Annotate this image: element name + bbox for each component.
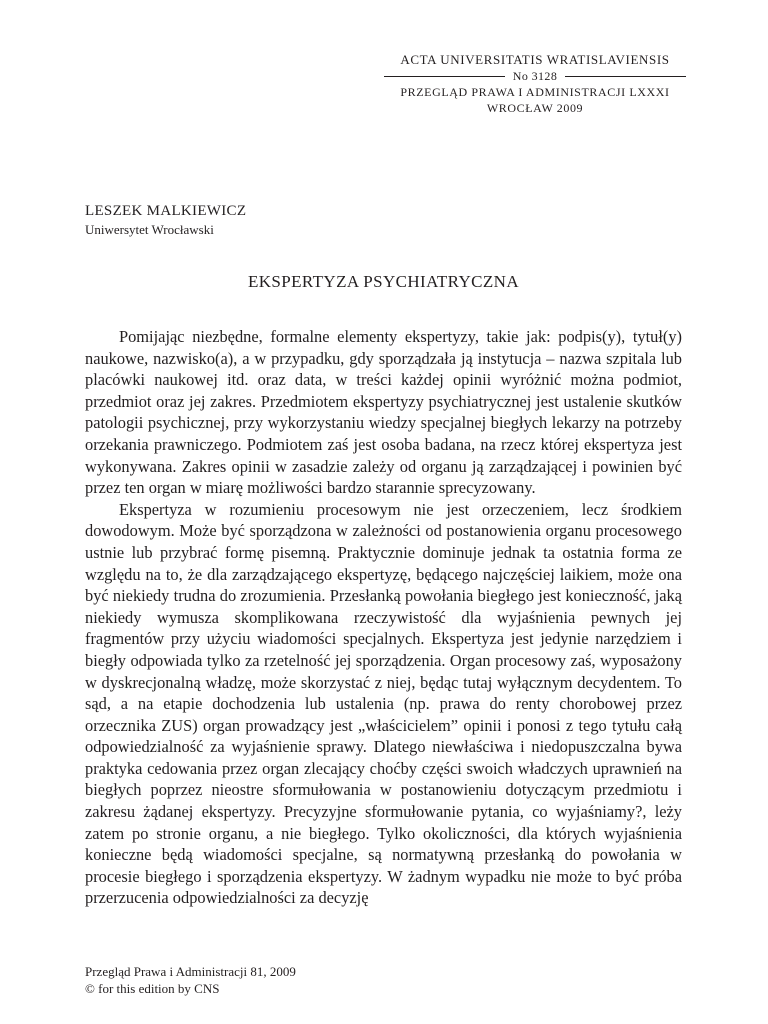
footer-copyright: © for this edition by CNS xyxy=(85,981,220,996)
article-title: EKSPERTYZA PSYCHIATRYCZNA xyxy=(247,272,520,291)
place-year: WROCŁAW 2009 xyxy=(486,101,584,115)
header-rule-left xyxy=(384,76,505,77)
body-paragraph: Ekspertyza w rozumieniu procesowym nie jest orzeczeniem, lecz środkiem dowodowym. Może być sporządzona w zależności od postanowienia organu procesowego ustnie lub przybrać formę pisemną. Praktycznie dominuje jednak ta ostatnia forma ze względu na to, że dla zarządzającego ekspertyzę, będącego najczęściej laikiem, może ona być niekiedy trudna do zrozumienia. Przesłanką powołania biegłego jest konieczność, jaką niekiedy wymusza skomplikowana rzeczywistość dla wyjaśnienia pewnych jej fragmentów przy użyciu wiadomości specjalnych. Ekspertyza jest jedynie narzędziem i biegły odpowiada tylko za rzetelność jej sporządzenia. Organ procesowy zaś, wyposażony w dyskrecjonalną władzę, może skorzystać z niej, będąc tutaj wyłącznym decydentem. To sąd, a na etapie dochodzenia lub ustalenia (np. prawa do renty chorobowej przez orzecznika ZUS) organ prowadzący jest „właścicielem” opinii i ponosi z tego tytułu całą odpowiedzialność za wyjaśnienie sprawy. Dlatego niewłaściwa i niedopuszczalna bywa praktyka cedowania przez organ zlecający choćby części swoich władczych uprawnień na biegłych poprzez nieostre sformułowania w postanowieniu dotyczącym przedmiotu i zakresu żądanej ekspertyzy. Precyzyjne sformułowanie pytania, co wyjaśniamy?, leży zatem po stronie organu, a nie biegłego. Tylko okoliczności, dla których wyjaśnienia konieczne będą wiadomości specjalne, są normatywną przesłanką do powołania w procesie biegłego i sporządzenia ekspertyzy. W żadnym wypadku nie może to być próba przerzucenia odpowiedzialności za decyzję xyxy=(85,499,682,908)
page-footer xyxy=(85,963,296,997)
body-paragraph: Pomijając niezbędne, formalne elementy ekspertyzy, takie jak: podpis(y), tytuł(y) naukowe, nazwisko(a), a w przypadku, gdy sporządzała ją instytucja – nazwa szpitala lub placówki naukowej itd. oraz data, w treści każdej opinii wyróżnić można podmiot, przedmiot oraz jej zakres. Przedmiotem ekspertyzy psychiatrycznej jest ustalenie skutków patologii psychicznej, przy wykorzystaniu wiedzy specjalnej biegłych lekarzy na potrzeby orzekania prawniczego. Podmiotem zaś jest osoba badana, na rzecz której ekspertyza jest wykonywana. Zakres opinii w zasadzie zależy od organu ją zarządzającej i powinien być przez ten organ w miarę możliwości bardzo starannie sprecyzowany. xyxy=(85,327,682,498)
author-name: LESZEK MALKIEWICZ xyxy=(85,203,247,219)
journal-header xyxy=(384,52,686,116)
author-affiliation: Uniwersytet Wrocławski xyxy=(85,222,214,237)
issue-number-row xyxy=(384,68,686,84)
article-body xyxy=(85,326,682,909)
footer-journal-reference: Przegląd Prawa i Administracji 81, 2009 xyxy=(85,964,296,979)
issue-number: No 3128 xyxy=(512,69,558,83)
header-rule-right xyxy=(565,76,686,77)
journal-name: ACTA UNIVERSITATIS WRATISLAVIENSIS xyxy=(400,52,670,67)
journal-volume: PRZEGLĄD PRAWA I ADMINISTRACJI LXXXI xyxy=(400,85,670,99)
